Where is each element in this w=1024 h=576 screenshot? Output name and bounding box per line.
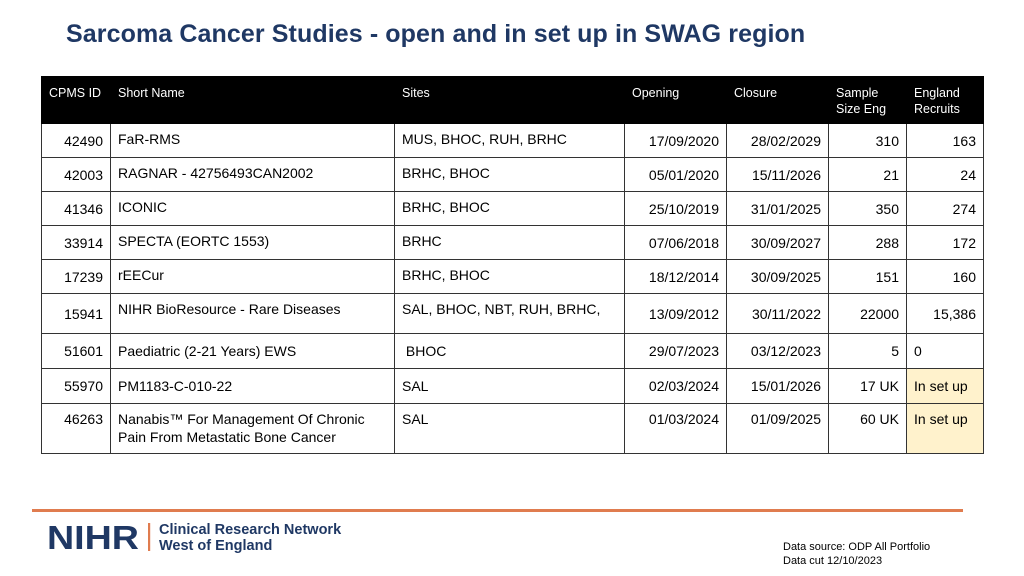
cell-opening: 01/03/2024 — [625, 404, 727, 454]
cell-closure: 03/12/2023 — [727, 334, 829, 369]
cell-sample-size: 350 — [829, 192, 907, 226]
table-row — [42, 158, 984, 192]
table-row — [42, 260, 984, 294]
cell-sites: BRHC, BHOC — [395, 158, 625, 192]
cell-sites: BRHC, BHOC — [395, 260, 625, 294]
cell-sample-size: 151 — [829, 260, 907, 294]
cell-closure: 30/09/2027 — [727, 226, 829, 260]
cell-england-recruits: 15,386 — [907, 294, 984, 334]
studies-table — [41, 76, 984, 454]
cell-cpms-id: 15941 — [42, 294, 111, 334]
table-row — [42, 369, 984, 404]
cell-sample-size: 22000 — [829, 294, 907, 334]
cell-cpms-id: 46263 — [42, 404, 111, 454]
cell-closure: 31/01/2025 — [727, 192, 829, 226]
cell-sample-size: 21 — [829, 158, 907, 192]
header-sample-size: Sample Size Eng — [829, 77, 907, 124]
cell-short-name: ICONIC — [111, 192, 395, 226]
logo-separator — [148, 523, 150, 551]
cell-sites: SAL — [395, 404, 625, 454]
cell-sites: BRHC, BHOC — [395, 192, 625, 226]
cell-opening: 25/10/2019 — [625, 192, 727, 226]
cell-opening: 07/06/2018 — [625, 226, 727, 260]
table-row — [42, 226, 984, 260]
cell-short-name: SPECTA (EORTC 1553) — [111, 226, 395, 260]
cell-short-name: rEECur — [111, 260, 395, 294]
cell-opening: 17/09/2020 — [625, 124, 727, 158]
cell-sample-size: 17 UK — [829, 369, 907, 404]
data-source-note — [783, 540, 930, 568]
header-closure: Closure — [727, 77, 829, 124]
cell-short-name: RAGNAR - 42756493CAN2002 — [111, 158, 395, 192]
cell-closure: 01/09/2025 — [727, 404, 829, 454]
page-title: Sarcoma Cancer Studies - open and in set up in SWAG region — [66, 20, 806, 48]
cell-sites: BHOC — [395, 334, 625, 369]
cell-cpms-id: 55970 — [42, 369, 111, 404]
footer-divider — [32, 509, 963, 512]
cell-sites: BRHC — [395, 226, 625, 260]
cell-sample-size: 310 — [829, 124, 907, 158]
table-row — [42, 294, 984, 334]
cell-closure: 28/02/2029 — [727, 124, 829, 158]
cell-opening: 05/01/2020 — [625, 158, 727, 192]
cell-england-recruits: In set up — [907, 404, 984, 454]
cell-cpms-id: 17239 — [42, 260, 111, 294]
cell-sites: MUS, BHOC, RUH, BRHC — [395, 124, 625, 158]
cell-opening: 02/03/2024 — [625, 369, 727, 404]
logo-wordmark: NIHR — [47, 519, 140, 555]
logo-line1: Clinical Research Network — [159, 522, 342, 538]
cell-england-recruits: 274 — [907, 192, 984, 226]
header-opening: Opening — [625, 77, 727, 124]
header-cpms-id: CPMS ID — [42, 77, 111, 124]
table-row — [42, 334, 984, 369]
cell-sample-size: 5 — [829, 334, 907, 369]
cell-cpms-id: 41346 — [42, 192, 111, 226]
cell-cpms-id: 33914 — [42, 226, 111, 260]
cell-opening: 29/07/2023 — [625, 334, 727, 369]
cell-england-recruits: In set up — [907, 369, 984, 404]
header-england-recruits: England Recruits — [907, 77, 984, 124]
cell-closure: 15/11/2026 — [727, 158, 829, 192]
cell-sample-size: 60 UK — [829, 404, 907, 454]
cell-england-recruits: 163 — [907, 124, 984, 158]
cell-closure: 30/09/2025 — [727, 260, 829, 294]
cell-short-name: PM1183-C-010-22 — [111, 369, 395, 404]
cell-sample-size: 288 — [829, 226, 907, 260]
cell-short-name: Paediatric (2-21 Years) EWS — [111, 334, 395, 369]
logo-line2: West of England — [159, 538, 273, 554]
cell-opening: 13/09/2012 — [625, 294, 727, 334]
cell-closure: 15/01/2026 — [727, 369, 829, 404]
cell-short-name: Nanabis™ For Management Of Chronic Pain From Metastatic Bone Cancer — [111, 404, 395, 454]
cell-closure: 30/11/2022 — [727, 294, 829, 334]
cell-england-recruits: 0 — [907, 334, 984, 369]
cell-short-name: FaR-RMS — [111, 124, 395, 158]
cell-opening: 18/12/2014 — [625, 260, 727, 294]
cell-cpms-id: 42490 — [42, 124, 111, 158]
nihr-crn-logo — [47, 519, 347, 555]
cell-short-name: NIHR BioResource - Rare Diseases — [111, 294, 395, 334]
cell-england-recruits: 160 — [907, 260, 984, 294]
table-row — [42, 404, 984, 454]
table-header-row — [42, 77, 984, 124]
cell-sites: SAL — [395, 369, 625, 404]
cell-cpms-id: 42003 — [42, 158, 111, 192]
header-short-name: Short Name — [111, 77, 395, 124]
header-sites: Sites — [395, 77, 625, 124]
cell-cpms-id: 51601 — [42, 334, 111, 369]
cell-england-recruits: 24 — [907, 158, 984, 192]
data-source-line: Data source: ODP All Portfolio — [783, 541, 931, 553]
cell-england-recruits: 172 — [907, 226, 984, 260]
table-row — [42, 192, 984, 226]
table-row — [42, 124, 984, 158]
cell-sites: SAL, BHOC, NBT, RUH, BRHC, — [395, 294, 625, 334]
data-cut-line: Data cut 12/10/2023 — [783, 555, 883, 567]
